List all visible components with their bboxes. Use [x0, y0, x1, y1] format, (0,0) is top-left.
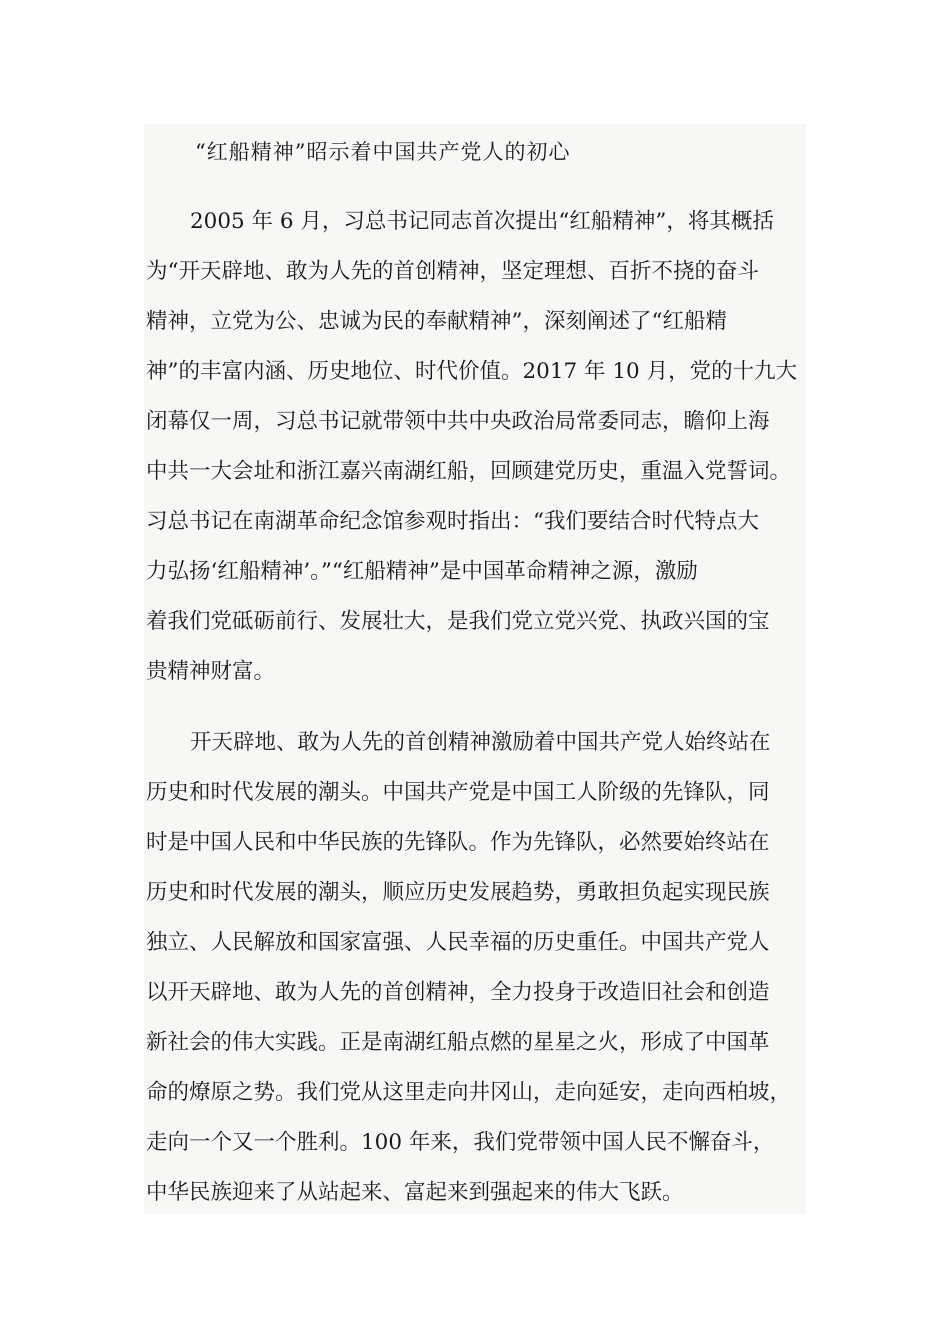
- text-line: 精神，立党为公、忠诚为民的奉献精神”，深刻阐述了“红船精: [146, 309, 727, 334]
- text-line: 中共一大会址和浙江嘉兴南湖红船，回顾建党历史，重温入党誓词。: [146, 459, 792, 484]
- text-line: 历史和时代发展的潮头，顺应历史发展趋势，勇敢担负起实现民族: [146, 880, 770, 905]
- document-title: “红船精神”昭示着中国共产党人的初心: [195, 140, 571, 164]
- text-line: 神”的丰富内涵、历史地位、时代价值。2017 年 10 月，党的十九大: [146, 359, 798, 384]
- text-line: 中华民族迎来了从站起来、富起来到强起来的伟大飞跃。: [146, 1180, 684, 1205]
- text-line: 习总书记在南湖革命纪念馆参观时指出：“我们要结合时代特点大: [146, 509, 759, 534]
- text-line: 着我们党砥砺前行、发展壮大，是我们党立党兴党、执政兴国的宝: [146, 609, 770, 634]
- text-line: 命的燎原之势。我们党从这里走向井冈山，走向延安，走向西柏坡，: [146, 1080, 792, 1105]
- text-line: 力弘扬‘红船精神’。”“红船精神”是中国革命精神之源，激励: [146, 559, 698, 584]
- text-line: 闭幕仅一周，习总书记就带领中共中央政治局常委同志，瞻仰上海: [146, 409, 770, 434]
- text-line: 2005 年 6 月，习总书记同志首次提出“红船精神”，将其概括: [190, 209, 774, 234]
- text-line: 时是中国人民和中华民族的先锋队。作为先锋队，必然要始终站在: [146, 830, 770, 855]
- text-line: 为“开天辟地、敢为人先的首创精神，坚定理想、百折不挠的奋斗: [146, 259, 759, 284]
- text-line: 历史和时代发展的潮头。中国共产党是中国工人阶级的先锋队，同: [146, 780, 770, 805]
- text-line: 新社会的伟大实践。正是南湖红船点燃的星星之火，形成了中国革: [146, 1030, 770, 1055]
- text-line: 贵精神财富。: [146, 659, 276, 684]
- text-line: 独立、人民解放和国家富强、人民幸福的历史重任。中国共产党人: [146, 930, 770, 955]
- text-line: 开天辟地、敢为人先的首创精神激励着中国共产党人始终站在: [190, 730, 771, 755]
- text-line: 走向一个又一个胜利。100 年来，我们党带领中国人民不懈奋斗，: [146, 1130, 775, 1155]
- text-line: 以开天辟地、敢为人先的首创精神，全力投身于改造旧社会和创造: [146, 980, 770, 1005]
